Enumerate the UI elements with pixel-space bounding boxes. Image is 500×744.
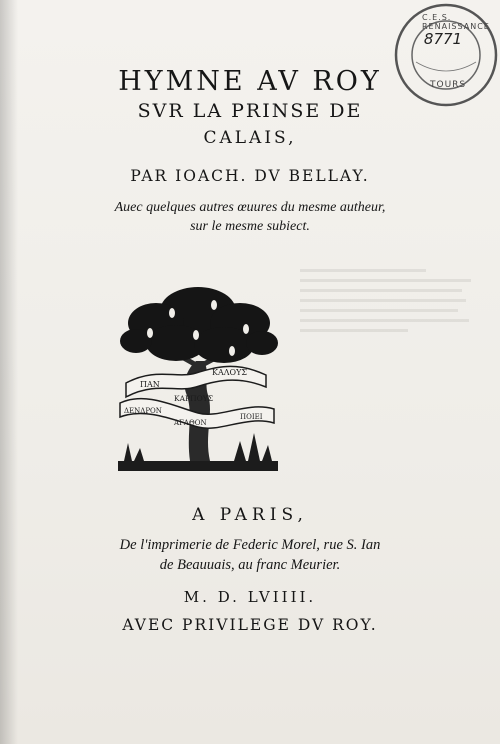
bleed-through-text (300, 262, 480, 372)
ribbon-text-low-left: ΔΕΝΔΡΟΝ (124, 407, 162, 415)
imprint-printer-line-2: de Beauuais, au franc Meurier. (159, 557, 341, 573)
title-line-3: CALAIS, (203, 128, 297, 148)
imprint-year: M. D. LVIIII. (183, 588, 317, 606)
ribbon-text-right: ΚΑΛΟΥΣ (212, 368, 248, 377)
subtitle-line-2: sur le mesme subiect. (190, 219, 310, 234)
imprint-privilege: AVEC PRIVILEGE DV ROY. (122, 616, 378, 634)
stamp-text-top: C.E.S. RENAISSANCE (422, 13, 490, 31)
title-line-1: HYMNE AV ROY (118, 66, 382, 97)
printer-device-tree (116, 283, 280, 478)
author-line: PAR IOACH. DV BELLAY. (130, 167, 370, 185)
ribbon-text-left: ΠΑΝ (140, 380, 160, 389)
title-line-2: SVR LA PRINSE DE (137, 100, 363, 122)
stamp-number: 8771 (423, 30, 463, 48)
imprint-city: A PARIS, (192, 505, 308, 525)
ribbon-text-low-right: ΠΟΙΕΙ (240, 413, 263, 421)
ribbon-text-mid: ΚΑΡΠΟΥΣ (174, 394, 214, 403)
imprint-printer-line-1: De l'imprimerie de Federic Morel, rue S. Ian (119, 537, 381, 553)
subtitle-line-1: Auec quelques autres œuures du mesme autheur, (114, 200, 386, 215)
ribbon-text-low-mid: ΑΓΑΘΟΝ (174, 419, 207, 427)
stamp-text-bottom: TOURS (430, 80, 467, 90)
